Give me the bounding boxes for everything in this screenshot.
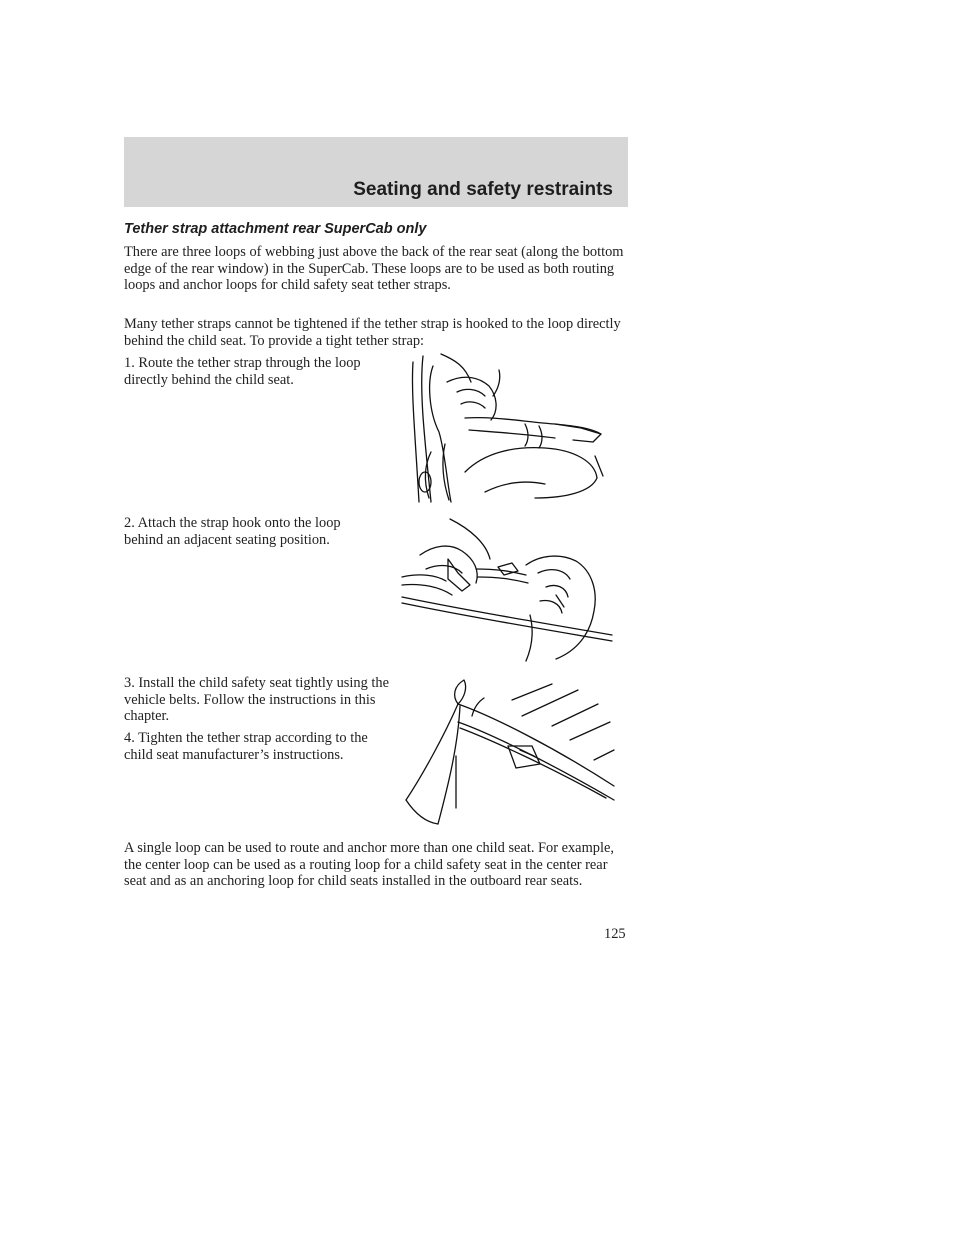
step-1: 1. Route the tether strap through the loop directly behind the child seat. xyxy=(124,355,361,388)
step-4: 4. Tighten the tether strap according to the child seat manufacturer’s instructions. xyxy=(124,730,368,763)
section-heading: Tether strap attachment rear SuperCab only xyxy=(124,221,427,237)
step-3: 3. Install the child safety seat tightly using the vehicle belts. Follow the instructions in this chapter. xyxy=(124,675,389,724)
hands-attaching-hook-illustration xyxy=(400,515,616,665)
step-2: 2. Attach the strap hook onto the loop behind an adjacent seating position. xyxy=(124,515,341,548)
intro-paragraph: There are three loops of webbing just above the back of the rear seat (along the bottom edge of the rear window) in the SuperCab. These loops are to be used as both routing loops and anchor loops for child safety seat tether straps. xyxy=(124,244,624,293)
header-band xyxy=(124,137,628,207)
strap-tightened-illustration xyxy=(402,676,616,830)
page-title: Seating and safety restraints xyxy=(353,179,613,200)
note-paragraph: Many tether straps cannot be tightened if the tether strap is hooked to the loop directly behind the child seat. To provide a tight tether strap: xyxy=(124,316,621,349)
page-number: 125 xyxy=(604,926,626,942)
hands-routing-strap-illustration xyxy=(405,352,605,504)
closing-paragraph: A single loop can be used to route and anchor more than one child seat. For example, the center loop can be used as a routing loop for a child safety seat in the center rear seat and as an anchoring loop for child seats installed in the outboard rear seats. xyxy=(124,840,614,889)
